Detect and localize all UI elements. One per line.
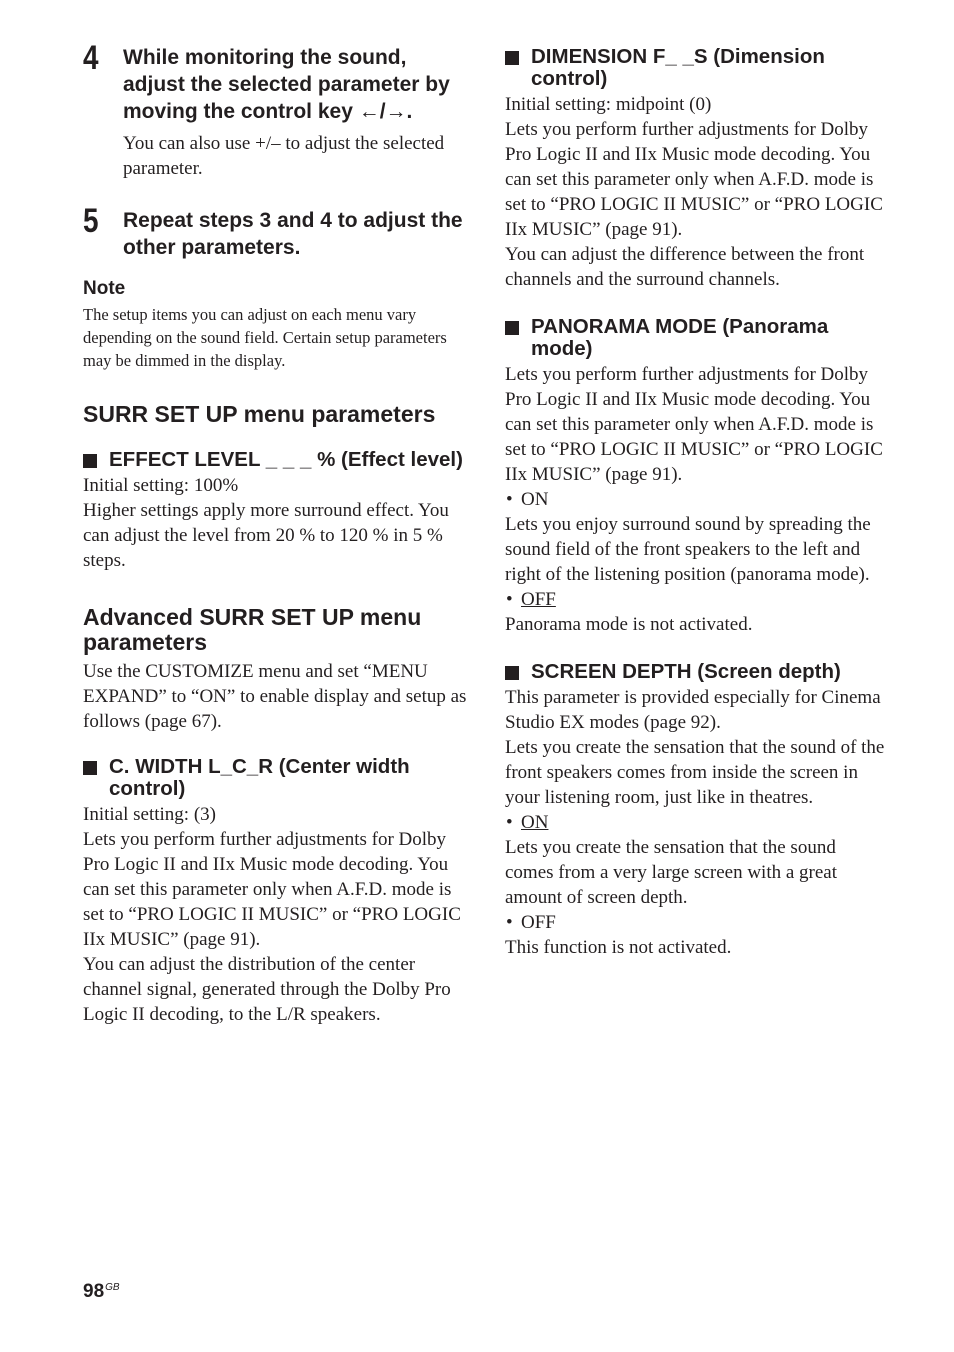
option-on-description: Lets you enjoy surround sound by spreading the sound field of the front speakers to the left and right of the listening position (panorama mode). xyxy=(505,514,871,585)
page-number xyxy=(83,1281,120,1303)
dimension-param xyxy=(505,46,885,292)
param-heading xyxy=(505,46,885,90)
left-column xyxy=(83,38,468,1027)
page-region-suffix: GB xyxy=(105,1281,120,1293)
note-text: The setup items you can adjust on each menu vary depending on the sound field. Certain setup parameters may be dimmed in the display. xyxy=(83,305,447,370)
step-title: While monitoring the sound, adjust the selected parameter by moving the control key ←/→. xyxy=(123,46,450,123)
square-bullet-icon xyxy=(83,761,97,775)
section-heading: SURR SET UP menu parameters xyxy=(83,401,436,427)
param-description: Lets you create the sensation that the sound of the front speakers comes from inside the screen in your listening room, just like in theatres. xyxy=(505,737,885,808)
param-heading xyxy=(83,449,468,471)
section-intro: Use the CUSTOMIZE menu and set “MENU EXPAND” to “ON” to enable display and setup as follows (page 67). xyxy=(83,661,467,732)
option-on-label: ON xyxy=(521,812,549,833)
step-number: 5 xyxy=(83,202,99,240)
square-bullet-icon xyxy=(505,321,519,335)
square-bullet-icon xyxy=(505,666,519,680)
param-description: Lets you perform further adjustments for Dolby Pro Logic II and IIx Music mode decoding. You can set this parameter only when A.F.D. mode is set to “PRO LOGIC II MUSIC” or “PRO LOGIC IIx MUSIC” (page 91). xyxy=(83,829,461,950)
param-description: Lets you perform further adjustments for Dolby Pro Logic II and IIx Music mode decoding. You can set this parameter only when A.F.D. mode is set to “PRO LOGIC II MUSIC” or “PRO LOGIC IIx MUSIC” (page 91). xyxy=(505,119,883,240)
effect-level-param xyxy=(83,449,468,573)
page-number-value: 98 xyxy=(83,1281,105,1302)
step-description: You can also use +/– to adjust the selected parameter. xyxy=(123,133,445,179)
param-heading xyxy=(505,661,885,683)
param-description: Higher settings apply more surround effect. You can adjust the level from 20 % to 120 % in 5 % steps. xyxy=(83,500,449,571)
advanced-surr-setup-section xyxy=(83,605,468,1027)
option-off-label: OFF xyxy=(521,589,556,610)
param-heading-text: DIMENSION F_ _S (Dimension control) xyxy=(531,45,825,90)
param-description: Lets you perform further adjustments for Dolby Pro Logic II and IIx Music mode decoding. You can set this parameter only when A.F.D. mode is set to “PRO LOGIC II MUSIC” or “PRO LOGIC IIx MUSIC” (page 91). xyxy=(505,364,883,485)
square-bullet-icon xyxy=(505,51,519,65)
param-heading-text: C. WIDTH L_C_R (Center width control) xyxy=(109,755,410,800)
option-on-default xyxy=(505,810,885,835)
option-off: • OFF xyxy=(505,910,885,935)
step-5 xyxy=(83,202,468,261)
center-width-param xyxy=(83,756,468,1027)
option-off-description: Panorama mode is not activated. xyxy=(505,614,753,635)
surr-setup-section xyxy=(83,402,468,573)
param-description: You can adjust the distribution of the center channel signal, generated through the Dolby Pro Logic II decoding, to the L/R speakers. xyxy=(83,954,451,1025)
option-off-default xyxy=(505,587,885,612)
note-heading: Note xyxy=(83,278,126,299)
param-heading xyxy=(505,316,885,360)
panorama-param xyxy=(505,316,885,637)
option-on-description: Lets you create the sensation that the sound comes from a very large screen with a great amount of screen depth. xyxy=(505,837,837,908)
param-heading-text: PANORAMA MODE (Panorama mode) xyxy=(531,315,829,360)
param-description: This parameter is provided especially for Cinema Studio EX modes (page 92). xyxy=(505,687,881,733)
param-heading-text: EFFECT LEVEL _ _ _ % (Effect level) xyxy=(109,448,463,471)
param-description: You can adjust the difference between the front channels and the surround channels. xyxy=(505,244,865,290)
initial-setting: Initial setting: 100% xyxy=(83,475,239,496)
screen-depth-param xyxy=(505,661,885,960)
param-heading xyxy=(83,756,468,800)
initial-setting: Initial setting: midpoint (0) xyxy=(505,94,712,115)
step-4 xyxy=(83,39,468,181)
section-heading: Advanced SURR SET UP menu parameters xyxy=(83,604,422,655)
note-block xyxy=(83,277,468,372)
initial-setting: Initial setting: (3) xyxy=(83,804,216,825)
square-bullet-icon xyxy=(83,454,97,468)
option-off-description: This function is not activated. xyxy=(505,937,732,958)
option-on: • ON xyxy=(505,487,885,512)
param-heading-text: SCREEN DEPTH (Screen depth) xyxy=(531,660,841,683)
step-title: Repeat steps 3 and 4 to adjust the other parameters. xyxy=(123,209,463,259)
step-number: 4 xyxy=(83,39,99,77)
right-column xyxy=(505,46,885,960)
